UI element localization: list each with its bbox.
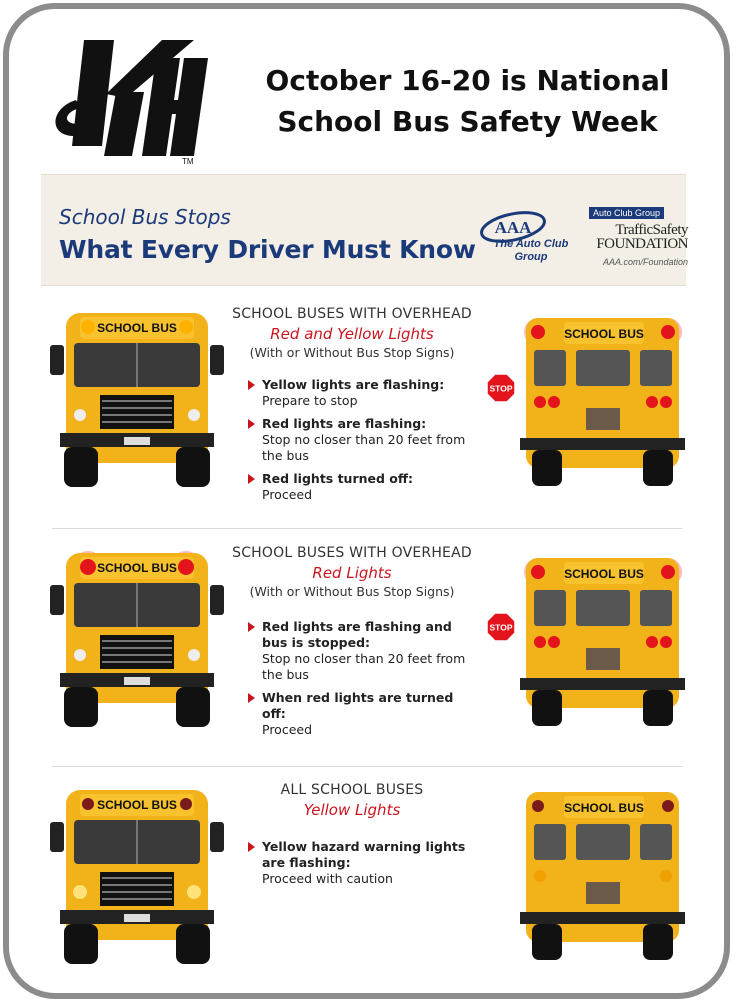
rule-title: Yellow lights are flashing:	[262, 377, 445, 392]
bus-sign-text: SCHOOL BUS	[97, 561, 177, 575]
tsf-url: AAA.com/Foundation	[602, 257, 688, 267]
section-3-title: ALL SCHOOL BUSES	[280, 782, 424, 798]
rule-item	[248, 377, 473, 409]
svg-text:AAA: AAA	[494, 218, 532, 237]
rule-item	[248, 416, 473, 464]
rule-title: Red lights are flashing and bus is stopped:	[262, 619, 452, 650]
bus-rear-red-yellow	[520, 310, 685, 488]
bus-rear-red	[520, 550, 685, 728]
rule-text: Proceed	[262, 487, 313, 502]
headline	[245, 60, 690, 142]
section-2-rules	[248, 619, 473, 745]
bus-rear-yellow	[520, 784, 685, 962]
section-divider	[52, 528, 682, 529]
section-2-note: (With or Without Bus Stop Signs)	[249, 584, 455, 599]
stop-sign-icon	[486, 612, 516, 642]
rule-item	[248, 839, 473, 887]
tsf-name	[586, 223, 688, 251]
bullet-triangle-icon	[248, 419, 255, 429]
headline-line-2: School Bus Safety Week	[277, 105, 658, 138]
bus-front-red	[46, 545, 228, 730]
bus-sign-text: SCHOOL BUS	[97, 798, 177, 812]
bullet-triangle-icon	[248, 693, 255, 703]
bus-sign-text: SCHOOL BUS	[564, 567, 644, 581]
bullet-triangle-icon	[248, 380, 255, 390]
section-2-heading	[212, 545, 492, 599]
banner-subtitle: School Bus Stops	[59, 205, 231, 229]
rule-text: Proceed	[262, 722, 313, 737]
rule-text: Stop no closer than 20 feet from the bus	[262, 432, 466, 463]
banner	[41, 174, 686, 286]
tsf-tag: Auto Club Group	[589, 207, 664, 219]
rule-text: Stop no closer than 20 feet from the bus	[262, 651, 466, 682]
logo-tm: TM	[182, 157, 194, 166]
section-3-heading	[212, 782, 492, 819]
banner-title: What Every Driver Must Know	[59, 235, 476, 264]
section-1-note: (With or Without Bus Stop Signs)	[249, 345, 455, 360]
section-2-title: SCHOOL BUSES WITH OVERHEAD	[232, 545, 472, 561]
section-1-rules	[248, 377, 473, 510]
section-3-rules	[248, 839, 473, 894]
stop-sign-text: STOP	[489, 622, 513, 633]
stop-sign-icon	[486, 373, 516, 403]
aaa-text: The Auto Club Group	[493, 238, 569, 263]
bus-sign-text: SCHOOL BUS	[564, 327, 644, 341]
bullet-triangle-icon	[248, 842, 255, 852]
rule-item	[248, 471, 473, 503]
rule-title: Red lights are flashing:	[262, 416, 427, 431]
rule-text: Proceed with caution	[262, 871, 393, 886]
section-2-lights: Red Lights	[312, 564, 392, 582]
bus-sign-text: SCHOOL BUS	[564, 801, 644, 815]
rule-text: Prepare to stop	[262, 393, 358, 408]
bus-front-red-yellow	[46, 305, 228, 490]
headline-line-1: October 16-20 is National	[265, 64, 670, 97]
bullet-triangle-icon	[248, 474, 255, 484]
section-1-title: SCHOOL BUSES WITH OVERHEAD	[232, 306, 472, 322]
bullet-triangle-icon	[248, 622, 255, 632]
section-1-heading	[212, 306, 492, 360]
bus-front-yellow	[46, 782, 228, 967]
kh-logo	[44, 28, 224, 168]
section-divider	[52, 766, 682, 767]
rule-title: When red lights are turned off:	[262, 690, 454, 721]
section-3-lights: Yellow Lights	[303, 801, 401, 819]
rule-title: Red lights turned off:	[262, 471, 414, 486]
rule-item	[248, 619, 473, 683]
rule-item	[248, 690, 473, 738]
stop-sign-text: STOP	[489, 383, 513, 394]
tsf-name-line-1: TrafficSafety	[615, 222, 688, 238]
bus-sign-text: SCHOOL BUS	[97, 321, 177, 335]
rule-title: Yellow hazard warning lights are flashing:	[262, 839, 466, 870]
section-1-lights: Red and Yellow Lights	[270, 325, 434, 343]
tsf-name-line-2: FOUNDATION	[596, 236, 688, 252]
